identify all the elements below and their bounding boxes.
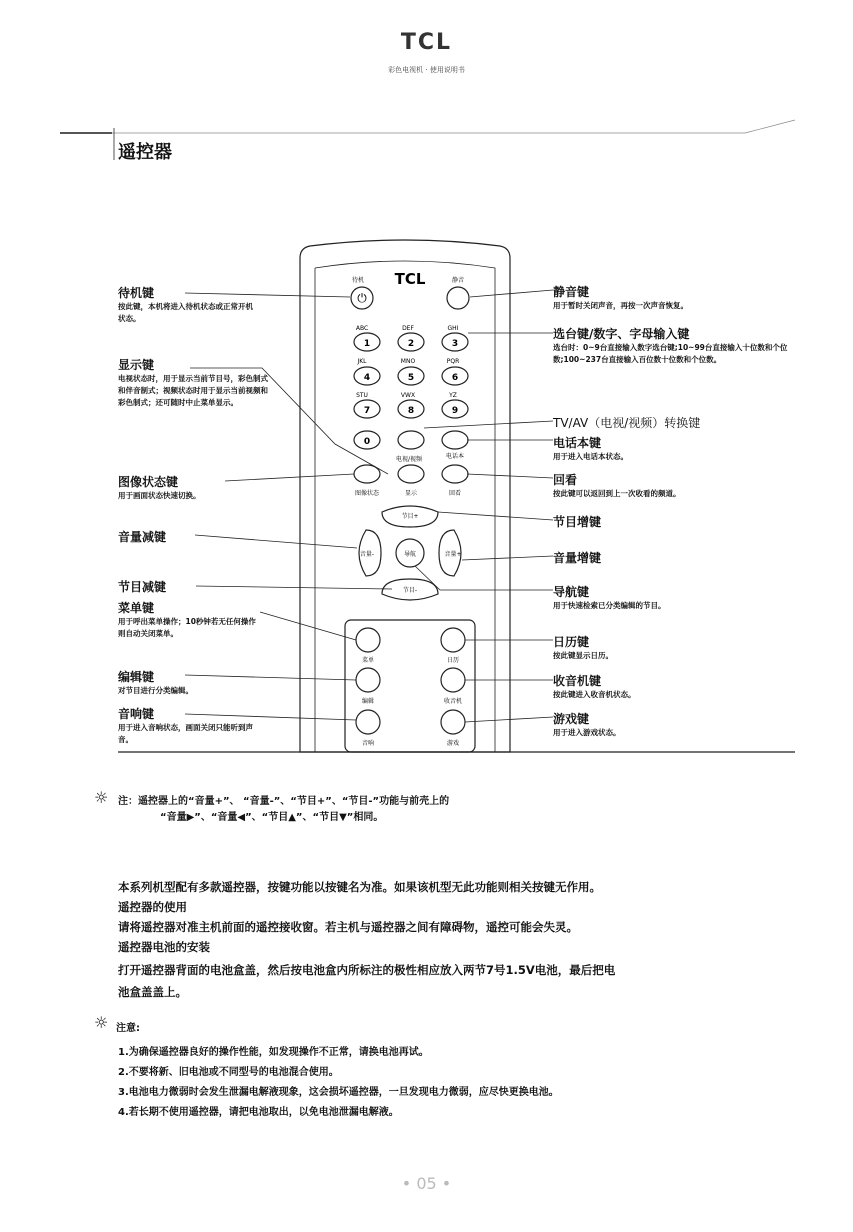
label-volume-down: 音量减键 (118, 530, 167, 544)
svg-text:0: 0 (363, 437, 371, 447)
svg-text:3: 3 (451, 339, 459, 349)
label-recall: 回看 按此键可以返回到上一次收看的频道。 (553, 473, 681, 498)
svg-text:节目-: 节目- (402, 587, 418, 594)
note-line-2: “音量▶”、“音量◀”、“节目▲”、“节目▼”相同。 (160, 812, 384, 823)
svg-text:显示: 显示 (404, 490, 418, 497)
calendar-button[interactable] (441, 628, 465, 652)
svg-text:8: 8 (407, 406, 415, 416)
svg-text:VWX: VWX (400, 392, 416, 399)
page-number: • 05 • (401, 1174, 452, 1193)
tv-av-button[interactable] (398, 431, 424, 449)
audio-button[interactable] (356, 710, 380, 734)
body-paragraph-1: 本系列机型配有多款遥控器，按键功能以按键名为准。如果该机型无此功能则相关按键无作用。 (118, 880, 601, 894)
svg-text:回看: 回看 (448, 490, 462, 497)
menu-button[interactable] (356, 628, 380, 652)
svg-text:YZ: YZ (449, 392, 457, 399)
game-button[interactable] (441, 710, 465, 734)
svg-text:7: 7 (363, 406, 371, 416)
heading-usage: 遥控器的使用 (118, 900, 187, 914)
label-tv-av: TV/AV（电视/视频）转换键 (553, 416, 701, 430)
svg-text:9: 9 (451, 406, 459, 416)
svg-text:6: 6 (451, 373, 459, 383)
label-radio: 收音机键 按此键进入收音机状态。 (553, 674, 636, 699)
svg-text:4: 4 (363, 373, 371, 383)
svg-text:节目+: 节目+ (401, 513, 419, 520)
svg-text:STU: STU (356, 392, 368, 399)
svg-text:电话本: 电话本 (445, 453, 465, 460)
label-navigation: 导航键 用于快速检索已分类编辑的节目。 (553, 585, 666, 610)
tips-title: 注意: (116, 1023, 140, 1034)
display-button[interactable] (398, 465, 424, 483)
svg-text:MNO: MNO (400, 358, 416, 365)
power-icon: ⏻ (357, 291, 367, 305)
svg-text:图像状态: 图像状态 (354, 490, 380, 497)
svg-text:音量-: 音量- (359, 551, 375, 558)
svg-text:编辑: 编辑 (361, 698, 375, 705)
label-number-keys: 选台键/数字、字母输入键 选台时：0~9台直接输入数字选台键;10~99台直接输入十位数和个位数;100~237台直接输入百位数十位数和个位数。 (553, 327, 788, 364)
svg-text:JKL: JKL (357, 358, 367, 365)
heading-battery: 遥控器电池的安装 (118, 940, 210, 954)
svg-text:DEF: DEF (402, 325, 414, 332)
tip-1: 1.为确保遥控器良好的操作性能，如发现操作不正常，请换电池再试。 (118, 1047, 429, 1058)
svg-text:日历: 日历 (446, 657, 460, 664)
right-callout-lines (415, 290, 553, 722)
edit-button[interactable] (356, 668, 380, 692)
mute-label: 静音 (451, 277, 465, 284)
power-label: 待机 (351, 277, 365, 284)
svg-text:ABC: ABC (355, 325, 369, 332)
svg-text:5: 5 (407, 373, 415, 383)
label-menu: 菜单键 用于呼出菜单操作；10秒钟若无任何操作则自动关闭菜单。 (118, 601, 256, 638)
svg-text:1: 1 (363, 339, 371, 349)
section-title: 遥控器 (118, 142, 172, 163)
body-paragraph-2: 请将遥控器对准主机前面的遥控接收窗。若主机与遥控器之间有障碍物，遥控可能会失灵。 (118, 920, 578, 934)
label-display: 显示键 电视状态时，用于显示当前节目号，彩色制式和伴音制式；视频状态时用于显示当前视频和彩色制式；还可随时中止菜单显示。 (118, 358, 268, 407)
label-mute: 静音键 用于暂时关闭声音，再按一次声音恢复。 (553, 285, 688, 310)
mute-button[interactable] (447, 287, 469, 309)
svg-text:导航: 导航 (403, 551, 417, 558)
phonebook-button[interactable] (442, 431, 468, 449)
svg-text:2: 2 (407, 339, 415, 349)
note-line-1: 注：遥控器上的“音量+”、 “音量-”、“节目+”、“节目-”功能与前壳上的 (118, 796, 450, 807)
body-paragraph-3b: 池盒盖盖上。 (118, 985, 187, 999)
label-picture-mode: 图像状态键 用于画面状态快速切换。 (118, 475, 201, 500)
label-volume-up: 音量增键 (553, 551, 602, 565)
svg-text:音量+: 音量+ (444, 551, 462, 558)
remote-brand: TCL (394, 270, 426, 288)
label-game: 游戏键 用于进入游戏状态。 (553, 712, 621, 737)
label-channel-down: 节目减键 (118, 580, 167, 594)
svg-text:GHI: GHI (447, 325, 459, 332)
svg-text:收音机: 收音机 (443, 698, 463, 705)
label-edit: 编辑键 对节目进行分类编辑。 (118, 670, 193, 695)
label-phonebook: 电话本键 用于进入电话本状态。 (553, 436, 628, 461)
tip-2: 2.不要将新、旧电池或不同型号的电池混合使用。 (118, 1067, 339, 1078)
radio-button[interactable] (441, 668, 465, 692)
sun-icon: ☼ (94, 788, 109, 807)
svg-text:菜单: 菜单 (361, 657, 375, 664)
label-calendar: 日历键 按此键显示日历。 (553, 635, 613, 660)
tips-sun-icon: ☼ (94, 1013, 109, 1032)
svg-text:电视/视频: 电视/视频 (395, 456, 423, 463)
body-paragraph-3a: 打开遥控器背面的电池盒盖，然后按电池盒内所标注的极性相应放入两节7号1.5V电池，最后把电 (118, 963, 616, 977)
recall-button[interactable] (442, 465, 468, 483)
label-channel-up: 节目增键 (553, 515, 602, 529)
label-audio: 音响键 用于进入音响状态，画面关闭只能听到声音。 (118, 707, 253, 744)
manual-subtitle: 彩色电视机 · 使用说明书 (388, 66, 465, 74)
tip-4: 4.若长期不使用遥控器，请把电池取出，以免电池泄漏电解液。 (118, 1107, 399, 1118)
svg-text:音响: 音响 (361, 740, 375, 747)
brand-logo: TCL (400, 30, 453, 55)
svg-text:游戏: 游戏 (446, 740, 460, 747)
label-standby: 待机键 按此键，本机将进入待机状态或正常开机状态。 (118, 286, 253, 323)
svg-text:PQR: PQR (446, 358, 460, 365)
tip-3: 3.电池电力微弱时会发生泄漏电解液现象，这会损坏遥控器，一旦发现电力微弱，应尽快更换电池。 (118, 1087, 559, 1098)
